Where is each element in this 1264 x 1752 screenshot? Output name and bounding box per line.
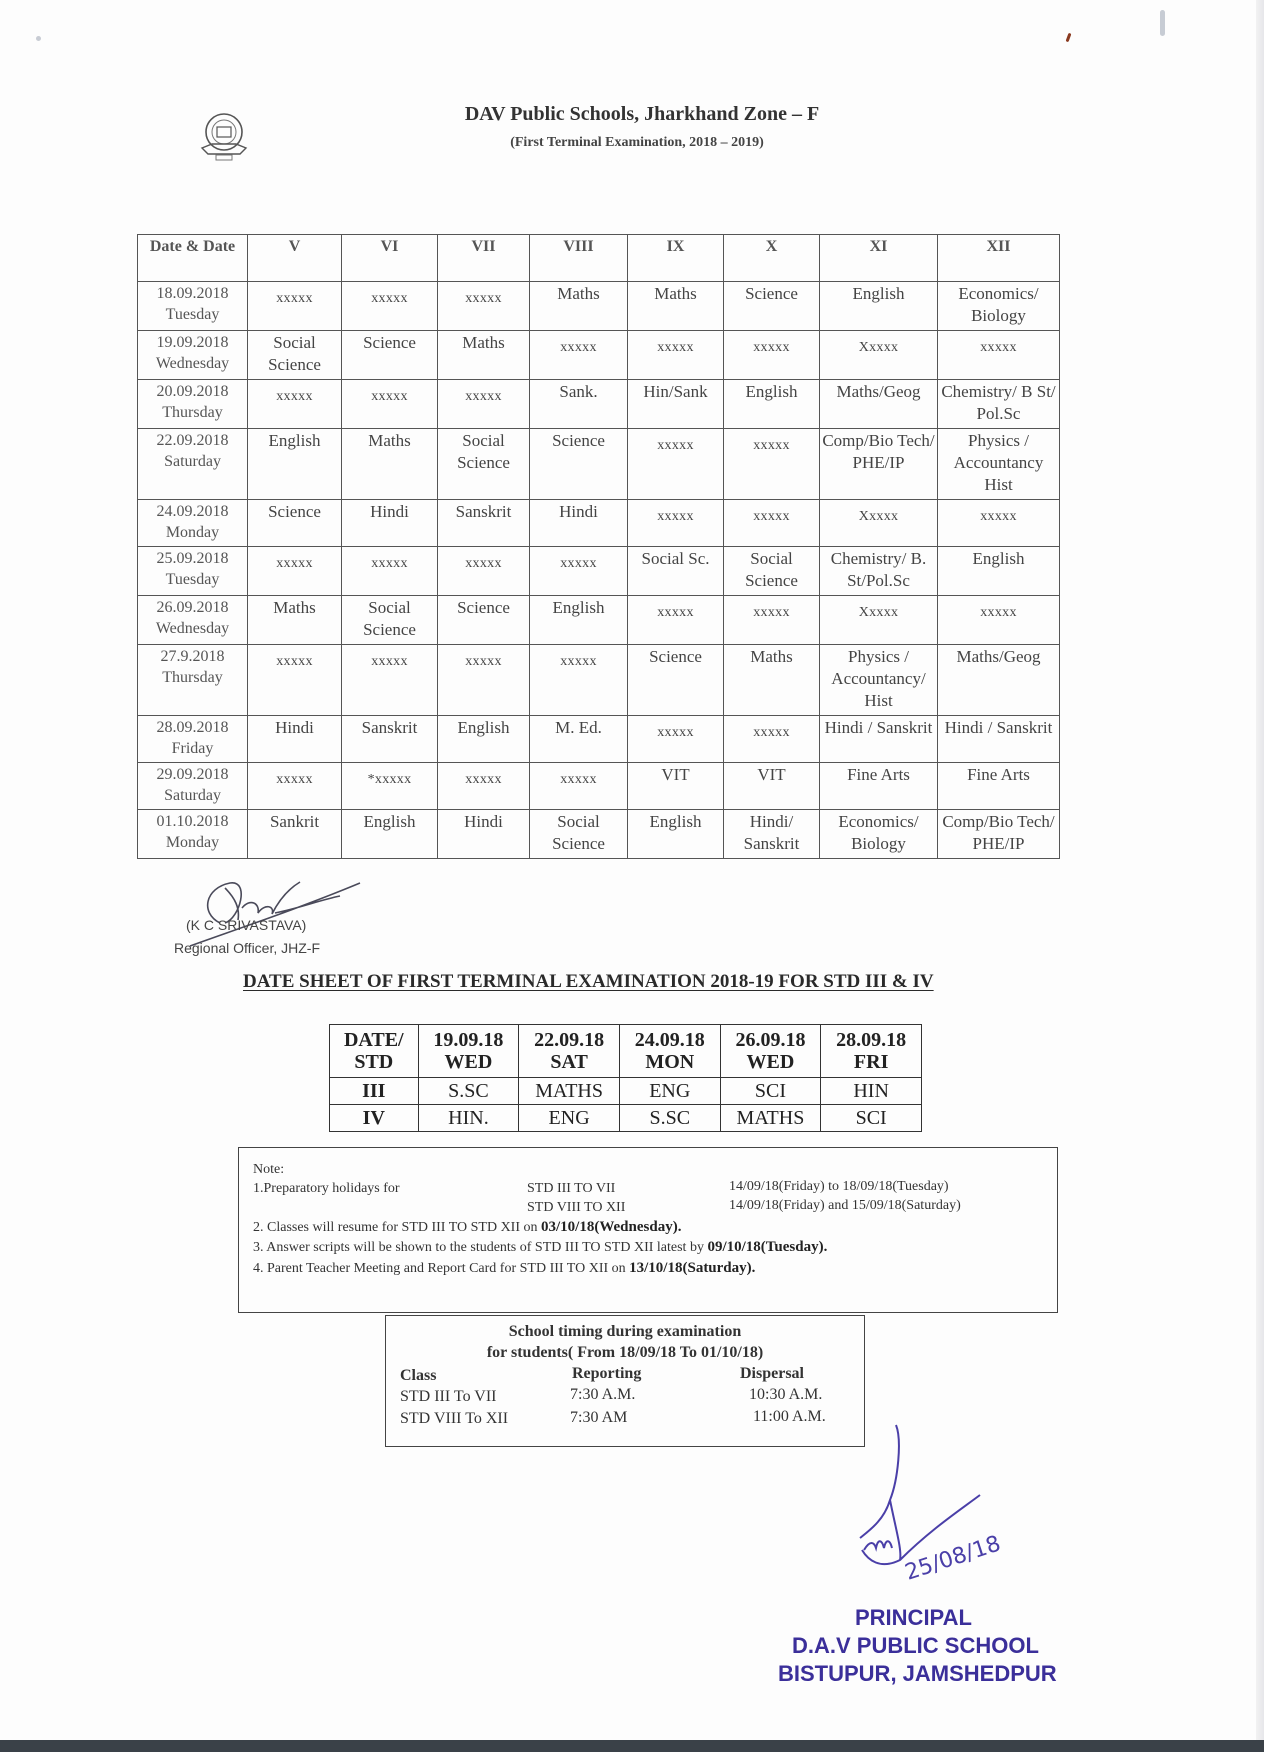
subject-cell: Science <box>342 331 438 380</box>
subject-cell: English <box>530 596 628 645</box>
subject-cell: Hindi <box>438 810 530 859</box>
date-cell: 25.09.2018 Tuesday <box>138 547 248 596</box>
timing-class: STD III To VII <box>400 1388 497 1405</box>
std-label: IV <box>330 1105 419 1132</box>
subject-cell: xxxxx <box>248 645 342 716</box>
std-date-col: 26.09.18 WED <box>720 1025 821 1078</box>
column-header-viii: VIII <box>530 235 628 282</box>
column-header-xii: XII <box>938 235 1060 282</box>
timing-header-class: Class <box>400 1367 437 1384</box>
subject-cell: Physics / Accountancy/ Hist <box>820 645 938 716</box>
column-header-vii: VII <box>438 235 530 282</box>
subject-cell: Social Science <box>248 331 342 380</box>
timing-class: STD VIII To XII <box>400 1410 509 1427</box>
subject-cell: xxxxx <box>342 547 438 596</box>
regional-officer-signature <box>180 868 410 948</box>
subject-cell: xxxxx <box>248 282 342 331</box>
timing-dispersal: 10:30 A.M. <box>749 1386 823 1403</box>
subject-cell: xxxxx <box>438 645 530 716</box>
subject-cell: xxxxx <box>628 596 724 645</box>
date-cell: 26.09.2018 Wednesday <box>138 596 248 645</box>
subject-cell: Maths/Geog <box>820 380 938 429</box>
principal-stamp-line1: PRINCIPAL <box>855 1605 972 1630</box>
note-1-std-group: STD VIII TO XII <box>527 1200 626 1215</box>
subject-cell: Maths <box>342 429 438 500</box>
subject-cell: Hindi <box>248 716 342 763</box>
subject-cell: S.SC <box>418 1078 519 1105</box>
subject-cell: VIT <box>724 763 820 810</box>
note-1-dates: 14/09/18(Friday) and 15/09/18(Saturday) <box>729 1198 961 1213</box>
table-row <box>138 596 1060 645</box>
date-cell: 28.09.2018 Friday <box>138 716 248 763</box>
subject-cell: xxxxx <box>248 763 342 810</box>
subject-cell: S.SC <box>619 1105 720 1132</box>
timing-reporting: 7:30 A.M. <box>570 1386 636 1403</box>
date-cell: 19.09.2018 Wednesday <box>138 331 248 380</box>
table-row <box>138 380 1060 429</box>
school-timing-box <box>385 1315 865 1447</box>
date-cell: 29.09.2018 Saturday <box>138 763 248 810</box>
subject-cell: Xxxxx <box>820 596 938 645</box>
subject-cell: xxxxx <box>724 596 820 645</box>
std-table-row <box>330 1078 922 1105</box>
principal-sign-date: 25/08/18 <box>902 1531 1004 1586</box>
subject-cell: xxxxx <box>724 331 820 380</box>
subject-cell: xxxxx <box>438 763 530 810</box>
subject-cell: xxxxx <box>938 331 1060 380</box>
subject-cell: Maths <box>438 331 530 380</box>
std-date-col: 22.09.18 SAT <box>519 1025 620 1078</box>
subject-cell: MATHS <box>720 1105 821 1132</box>
notes-box <box>238 1147 1058 1313</box>
scan-speck <box>1066 33 1072 42</box>
subject-cell: Economics/ Biology <box>820 810 938 859</box>
timing-title: School timing during examination <box>508 1323 742 1340</box>
principal-signature <box>840 1420 1020 1590</box>
subject-cell: Sanskrit <box>342 716 438 763</box>
subject-cell: Fine Arts <box>820 763 938 810</box>
scan-speck <box>1160 10 1165 36</box>
subject-cell: *xxxxx <box>342 763 438 810</box>
table-row <box>138 810 1060 859</box>
subject-cell: Maths/Geog <box>938 645 1060 716</box>
timing-dispersal: 11:00 A.M. <box>753 1408 826 1425</box>
subject-cell: Science <box>248 500 342 547</box>
scan-bottom-edge <box>0 1740 1264 1752</box>
table-row <box>138 331 1060 380</box>
subject-cell: HIN. <box>418 1105 519 1132</box>
subject-cell: xxxxx <box>438 380 530 429</box>
subject-cell: M. Ed. <box>530 716 628 763</box>
timing-reporting: 7:30 AM <box>570 1409 628 1426</box>
column-header-v: V <box>248 235 342 282</box>
document-title: DAV Public Schools, Jharkhand Zone – F <box>464 103 820 125</box>
subject-cell: Hin/Sank <box>628 380 724 429</box>
subject-cell: English <box>248 429 342 500</box>
column-header-date: Date & Date <box>138 235 248 282</box>
std-label: III <box>330 1078 419 1105</box>
subject-cell: Hindi/ Sanskrit <box>724 810 820 859</box>
note-2: 2. Classes will resume for STD III TO STD XII on 03/10/18(Wednesday). <box>253 1219 682 1235</box>
table-row <box>138 716 1060 763</box>
std-table-header-row <box>330 1025 922 1078</box>
note-1-dates: 14/09/18(Friday) to 18/09/18(Tuesday) <box>729 1179 949 1194</box>
subject-cell: xxxxx <box>530 547 628 596</box>
date-cell: 27.9.2018 Thursday <box>138 645 248 716</box>
column-header-vi: VI <box>342 235 438 282</box>
date-cell: 01.10.2018 Monday <box>138 810 248 859</box>
subject-cell: Hindi <box>342 500 438 547</box>
subject-cell: xxxxx <box>530 763 628 810</box>
subject-cell: xxxxx <box>248 380 342 429</box>
subject-cell: HIN <box>821 1078 922 1105</box>
subject-cell: Xxxxx <box>820 500 938 547</box>
subject-cell: xxxxx <box>724 500 820 547</box>
date-cell: 24.09.2018 Monday <box>138 500 248 547</box>
subject-cell: xxxxx <box>530 645 628 716</box>
table-row <box>138 763 1060 810</box>
date-cell: 18.09.2018 Tuesday <box>138 282 248 331</box>
subject-cell: xxxxx <box>248 547 342 596</box>
std-table-row <box>330 1105 922 1132</box>
subject-cell: Comp/Bio Tech/ PHE/IP <box>938 810 1060 859</box>
subject-cell: Maths <box>248 596 342 645</box>
regional-officer-name: (K C SRIVASTAVA) <box>186 917 307 933</box>
table-row <box>138 645 1060 716</box>
subject-cell: Science <box>628 645 724 716</box>
subject-cell: Science <box>530 429 628 500</box>
subject-cell: SCI <box>821 1105 922 1132</box>
page-edge <box>1256 0 1264 1752</box>
subject-cell: English <box>820 282 938 331</box>
subject-cell: English <box>938 547 1060 596</box>
notes-heading: Note: <box>253 1162 285 1177</box>
timing-header-dispersal: Dispersal <box>740 1365 804 1382</box>
subject-cell: Maths <box>628 282 724 331</box>
subject-cell: xxxxx <box>628 716 724 763</box>
note-1-label: 1.Preparatory holidays for <box>253 1181 400 1196</box>
subject-cell: Physics / Accountancy Hist <box>938 429 1060 500</box>
subject-cell: Maths <box>724 645 820 716</box>
subject-cell: xxxxx <box>724 429 820 500</box>
subject-cell: xxxxx <box>938 500 1060 547</box>
subject-cell: xxxxx <box>438 547 530 596</box>
timing-header-reporting: Reporting <box>572 1365 642 1382</box>
subject-cell: Hindi <box>530 500 628 547</box>
table-row <box>138 547 1060 596</box>
subject-cell: Economics/ Biology <box>938 282 1060 331</box>
std-date-col: 28.09.18 FRI <box>821 1025 922 1078</box>
subject-cell: Chemistry/ B St/ Pol.Sc <box>938 380 1060 429</box>
column-header-ix: IX <box>628 235 724 282</box>
subject-cell: Science <box>724 282 820 331</box>
subject-cell: Fine Arts <box>938 763 1060 810</box>
subject-cell: Social Science <box>342 596 438 645</box>
subject-cell: xxxxx <box>724 716 820 763</box>
subject-cell: Science <box>438 596 530 645</box>
junior-datesheet-title: DATE SHEET OF FIRST TERMINAL EXAMINATION 2018-19 FOR STD III & IV <box>243 971 934 992</box>
std-table-corner: DATE/ STD <box>330 1025 419 1078</box>
column-header-xi: XI <box>820 235 938 282</box>
subject-cell: Sanskrit <box>438 500 530 547</box>
date-cell: 22.09.2018 Saturday <box>138 429 248 500</box>
subject-cell: Maths <box>530 282 628 331</box>
table-row <box>138 282 1060 331</box>
std-iii-iv-table <box>329 1024 922 1132</box>
table-row <box>138 429 1060 500</box>
subject-cell: xxxxx <box>342 645 438 716</box>
scan-speck <box>36 36 41 41</box>
std-date-col: 24.09.18 MON <box>619 1025 720 1078</box>
date-cell: 20.09.2018 Thursday <box>138 380 248 429</box>
subject-cell: xxxxx <box>628 331 724 380</box>
subject-cell: Sankrit <box>248 810 342 859</box>
subject-cell: Social Science <box>724 547 820 596</box>
subject-cell: Comp/Bio Tech/ PHE/IP <box>820 429 938 500</box>
subject-cell: Social Science <box>438 429 530 500</box>
std-date-col: 19.09.18 WED <box>418 1025 519 1078</box>
subject-cell: Xxxxx <box>820 331 938 380</box>
subject-cell: Hindi / Sanskrit <box>938 716 1060 763</box>
subject-cell: xxxxx <box>438 282 530 331</box>
subject-cell: xxxxx <box>938 596 1060 645</box>
table-header-row <box>138 235 1060 282</box>
subject-cell: xxxxx <box>628 429 724 500</box>
subject-cell: Social Sc. <box>628 547 724 596</box>
subject-cell: xxxxx <box>342 380 438 429</box>
subject-cell: English <box>438 716 530 763</box>
subject-cell: ENG <box>519 1105 620 1132</box>
note-1-std-group: STD III TO VII <box>527 1181 616 1196</box>
subject-cell: Social Science <box>530 810 628 859</box>
note-4: 4. Parent Teacher Meeting and Report Card for STD III TO XII on 13/10/18(Saturday). <box>253 1260 756 1276</box>
principal-stamp-line2: D.A.V PUBLIC SCHOOL <box>792 1633 1039 1658</box>
regional-officer-title: Regional Officer, JHZ-F <box>174 940 321 956</box>
table-row <box>138 500 1060 547</box>
column-header-x: X <box>724 235 820 282</box>
timing-subtitle: for students( From 18/09/18 To 01/10/18) <box>486 1344 764 1361</box>
subject-cell: xxxxx <box>628 500 724 547</box>
subject-cell: English <box>628 810 724 859</box>
subject-cell: VIT <box>628 763 724 810</box>
exam-schedule-table <box>137 234 1060 859</box>
subject-cell: Hindi / Sanskrit <box>820 716 938 763</box>
document-subtitle: (First Terminal Examination, 2018 – 2019) <box>510 135 764 150</box>
subject-cell: MATHS <box>519 1078 620 1105</box>
subject-cell: English <box>342 810 438 859</box>
note-3: 3. Answer scripts will be shown to the students of STD III TO STD XII latest by 09/10/18(Tuesday). <box>253 1239 828 1255</box>
principal-stamp-line3: BISTUPUR, JAMSHEDPUR <box>778 1661 1057 1686</box>
subject-cell: English <box>724 380 820 429</box>
subject-cell: Chemistry/ B. St/Pol.Sc <box>820 547 938 596</box>
subject-cell: xxxxx <box>530 331 628 380</box>
subject-cell: xxxxx <box>342 282 438 331</box>
subject-cell: SCI <box>720 1078 821 1105</box>
subject-cell: Sank. <box>530 380 628 429</box>
subject-cell: ENG <box>619 1078 720 1105</box>
